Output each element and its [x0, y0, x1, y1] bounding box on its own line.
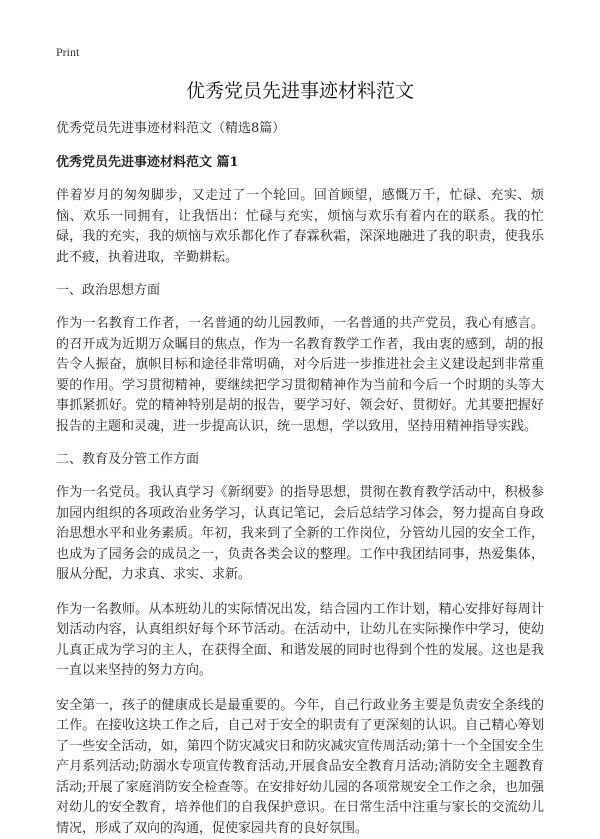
section-heading: 优秀党员先进事迹材料范文 篇1 [56, 154, 544, 172]
paragraph-safety: 安全第一，孩子的健康成长是最重要的。今年，自己行政业务主要是负责安全条线的工作。在接收这块工作之后，自己对于安全的职责有了更深刻的认识。自己精心筹划了一些安全活动，如，第四个防灾减灾日和防灾减灾宣传周活动;第十一个全国安全生产月系列活动;防溺水专项宣传教育活动,开展食品安全教育月活动;消防安全主题教育活动;开展了家庭消防安全检查等。在安排好幼儿园的各项常规安全工作之余，也加强对幼儿的安全教育，培养他们的自我保护意识。在日常生活中注重与家长的交流幼儿情况，形成了双向的沟通，促使家园共育的良好氛围。 [56, 696, 544, 839]
paragraph-political: 作为一名教育工作者，一名普通的幼儿园教师，一名普通的共产党员，我心有感言。的召开成为近期万众瞩目的焦点，作为一名教育教学工作者，我由衷的感到，胡的报告令人振奋，旗帜目标和途径非常明确，对今后进一步推进社会主义建设起到非常重要的作用。学习贯彻精神，要继续把学习贯彻精神作为当前和今后一个时期的头等大事抓紧抓好。党的精神特别是胡的报告，要学习好、领会好、贯彻好。尤其要把握好报告的主题和灵魂，进一步提高认识，统一思想，学以致用，坚持用精神指导实践。 [56, 314, 544, 437]
heading-political: 一、政治思想方面 [56, 282, 544, 300]
document-title: 优秀党员先进事迹材料范文 [56, 78, 544, 104]
heading-education: 二、教育及分管工作方面 [56, 451, 544, 469]
print-label: Print [56, 44, 544, 60]
document-subtitle: 优秀党员先进事迹材料范文（精选8篇） [56, 120, 544, 138]
paragraph-party-member: 作为一名党员。我认真学习《新纲要》的指导思想，贯彻在教育教学活动中，积极参加园内组织的各项政治业务学习，认真记笔记，会后总结学习体会，努力提高自身政治思想水平和业务素质。年初，我来到了全新的工作岗位，分管幼儿园的安全工作，也成为了园务会的成员之一，负责各类会议的整理。工作中我团结同事，热爱集体，服从分配，力求真、求实、求新。 [56, 483, 544, 586]
paragraph-intro: 伴着岁月的匆匆脚步，又走过了一个轮回。回首顾望，感慨万千，忙碌、充实、烦恼、欢乐一同拥有，让我悟出：忙碌与充实，烦恼与欢乐有着内在的联系。我的忙碌，我的充实，我的烦恼与欢乐都化作了春霖秋霜，深深地融进了我的职责，使我乐此不疲，执着进取，辛勤耕耘。 [56, 186, 544, 268]
paragraph-teacher: 作为一名教师。从本班幼儿的实际情况出发，结合园内工作计划，精心安排好每周计划活动内容，认真组织好每个环节活动。在活动中，让幼儿在实际操作中学习，使幼儿真正成为学习的主人，在获得全面、和谐发展的同时也得到个性的发展。这也是我一直以来坚持的努力方向。 [56, 600, 544, 682]
